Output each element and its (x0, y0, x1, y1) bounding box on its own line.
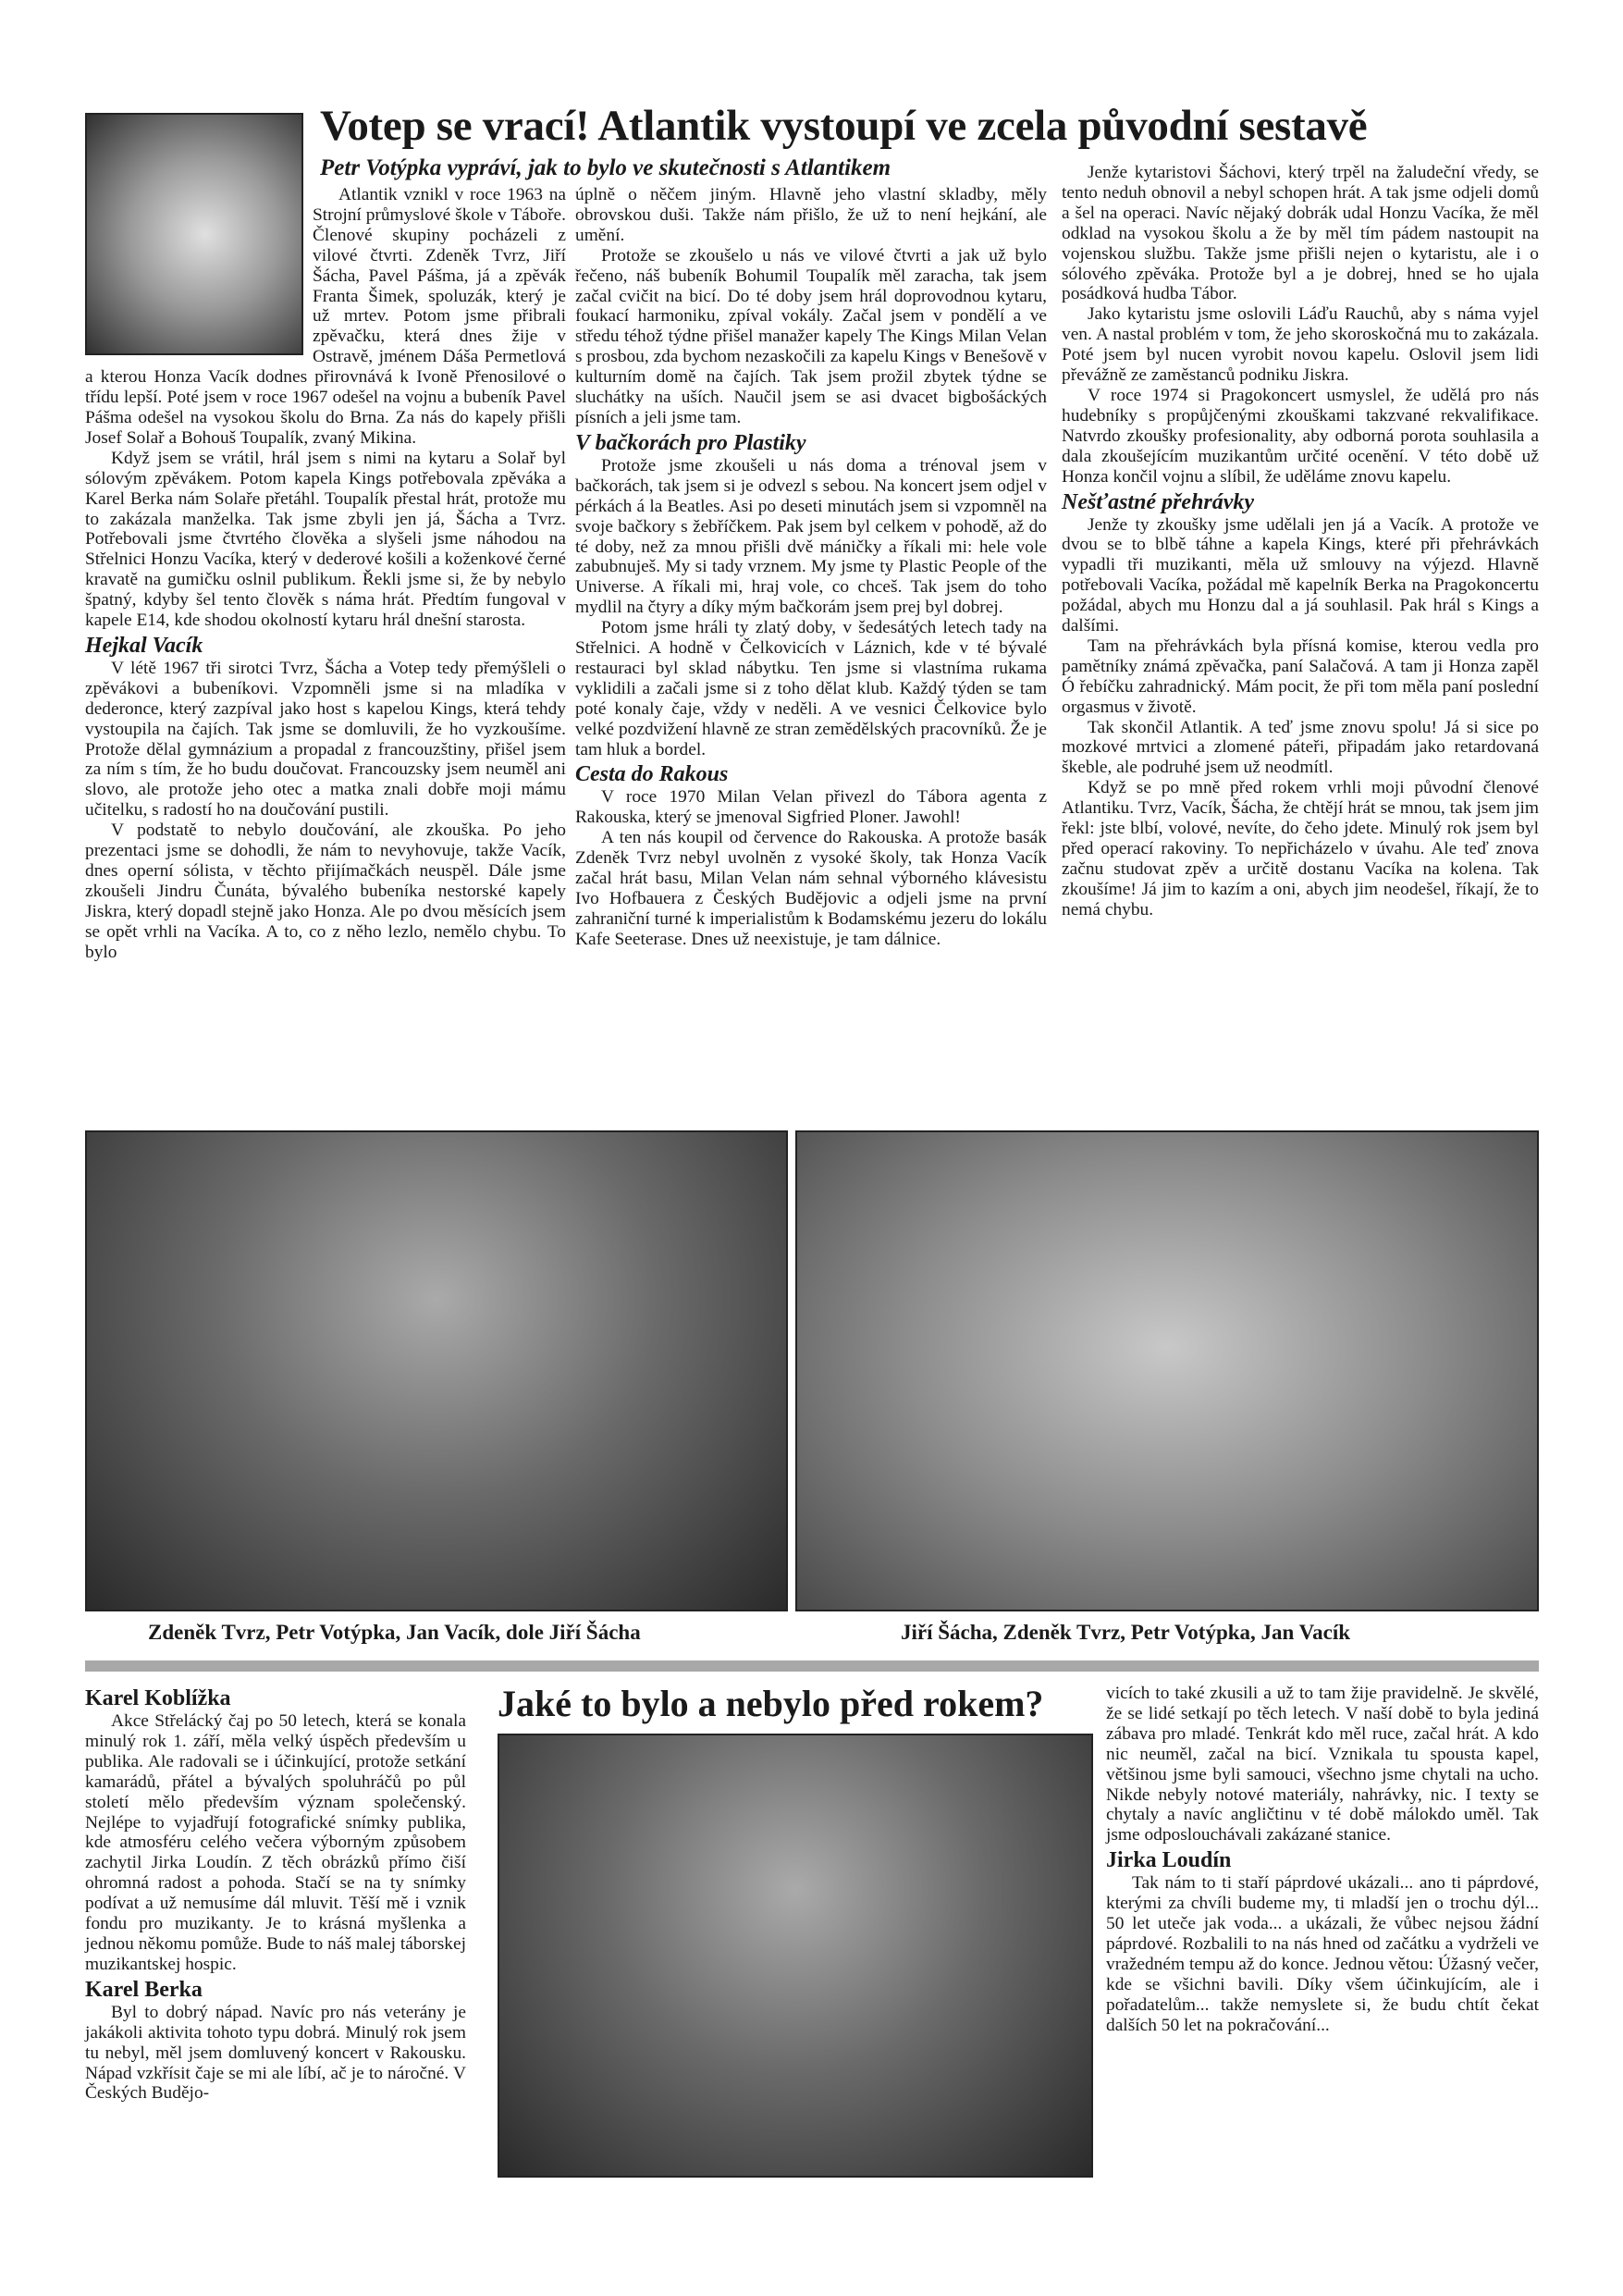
band-reunion-photo (795, 1130, 1539, 1611)
bottom-column-left (85, 1684, 466, 2104)
article-column-2 (575, 185, 1047, 950)
author-name: Karel Berka (85, 1977, 203, 2002)
author-name: Jirka Loudín (1106, 1848, 1232, 1873)
article-headline: Votep se vrací! Atlantik vystoupí ve zcela původní sestavě (320, 102, 1368, 150)
photo-caption-left: Zdeněk Tvrz, Petr Votýpka, Jan Vacík, dole Jiří Šácha (148, 1621, 641, 1644)
section-divider (85, 1660, 1539, 1672)
paragraph: Atlantik vznikl v roce 1963 na Strojní průmyslové škole v Táboře. Členové skupiny pocházeli z vilové čtvrti. Zdeněk Tvrz, Jiří Šácha, Pavel Pášma, já a zpěvák Franta Šimek, spoluzák, který je už mrtev. Potom jsme přibrali zpěvačku, která dnes žije v Ostravě, jménem Dáša Permetlová a kterou Honza Vacík dodnes přirovnává k Ivoně Přenosilové o třídu lepší. Poté jsem v roce 1967 odešel na vojnu a bubeník Pavel Pášma odešel na vysokou školu do Brna. Za nás do kapely přišli Josef Solař a Bohouš Toupalík, zvaný Mikina. (85, 185, 566, 448)
paragraph: vicích to také zkusili a už to tam žije pravidelně. Je skvělé, že se lidé setkají po těch letech. V naší době to byla jediná zábava pro mladé. Tenkrát kdo měl ruce, začal hrát. A kdo nic neuměl, začal na bicí. Vznikala tu spousta kapel, většinou jsme byli samouci, všechno jsme chytali na ucho. Nikde nebyly notové materiály, nahrávky, nic. I texty se chytaly a navíc angličtinu v té době málokdo uměl. Tak jsme odposlouchávali zakázané stanice. (1106, 1684, 1539, 1845)
paragraph: Tak skončil Atlantik. A teď jsme znovu spolu! Já si sice po mozkové mrtvici a zlomené páteři, připadám jako retardovaná škeble, ale podruhé jsem už neodmítl. (1062, 717, 1539, 778)
paragraph: A ten nás koupil od července do Rakouska. A protože basák Zdeněk Tvrz nebyl uvolněn z vysoké školy, tak Honza Vacík začal hrát basu, Milan Velan nám sehnal výborného klávesistu Ivo Hofbauera z Českých Budějovic a odjeli jsme na první zahraniční turné k imperialistům k Bodamskému jezeru do lokálu Kafe Seeterase. Dnes už neexistuje, je tam dálnice. (575, 828, 1047, 949)
portrait-float-spacer (85, 185, 313, 361)
paragraph: V roce 1974 si Pragokoncert usmyslel, že udělá pro nás hudebníky s propůjčenými zkouškami takzvané rekvalifikace. Natvrdo zkoušky profesionality, aby odborná porota souhlasila a dala zkoušejícím muzikantům určité ocenění. V této době už Honza končil vojnu a slíbil, že uděláme znovu kapelu. (1062, 385, 1539, 487)
paragraph: Protože se zkoušelo u nás ve vilové čtvrti a jak už bylo řečeno, náš bubeník Bohumil Toupalík měl zaracha, tak jsem začal cvičit na bicí. Do té doby jsem hrál doprovodnou kytaru, foukací harmoniku, zpíval vokály. Začal jsem v pondělí a ve středu téhož týdne přišel manažer kapely The Kings Milan Velan s prosbou, zda bychom nezaskočili za kapelu Kings v Benešově v kulturním domě na čajích. Tak jsem prožil zbytek týdne se sluchátky na uších. Naučil jsem se asi dvacet bigbošáckých písních a jeli jsme tam. (575, 245, 1047, 427)
section-heading: Nešťastné přehrávky (1062, 489, 1255, 514)
section-heading: V bačkorách pro Plastiky (575, 430, 806, 455)
paragraph: Když se po mně před rokem vrhli moji původní členové Atlantiku. Tvrz, Vacík, Šácha, že chtějí hrát se mnou, tak jsem jim řekl: jste blbí, volové, nevíte, do čeho jdete. Minulý rok jsem byl před operací rakoviny. To nepřicházelo v úvahu. Ale teď znova začnu studovat zpěv a určitě dostanu Vacíka na kolena. Tak zkoušíme! Já jim to kazím a oni, abych jim neodešel, říkají, že to nemá chybu. (1062, 778, 1539, 920)
paragraph: Jako kytaristu jsme oslovili Láďu Rauchů, aby s náma vyjel ven. A nastal problém v tom, že jeho skoroskočná mu to zakázala. Poté jsem byl nucen vyrobit novou kapelu. Oslovil jsem lidi převážně ze zaměstanců podniku Jiskra. (1062, 304, 1539, 386)
bottom-headline: Jaké to bylo a nebylo před rokem? (498, 1683, 1044, 1724)
band-group-photo (85, 1130, 788, 1611)
paragraph: Jenže kytaristovi Šáchovi, který trpěl na žaludeční vředy, se tento neduh obnovil a nebyl schopen hrát. A tak jsme odjeli domů a šel na operaci. Navíc nějaký dobrák udal Honzu Vacíka, že měl odklad na vysokou školu a že by měl tím pádem nastoupit na vojenskou službu. Takže jsme přišli nejen o kytaristu, ale i o sólového zpěváka. Protože byl a je dobrej, hned se ho ujala posádková hudba Tábor. (1062, 163, 1539, 304)
article-column-3 (1062, 163, 1539, 920)
article-subhead: Petr Votýpka vypráví, jak to bylo ve skutečnosti s Atlantikem (320, 155, 891, 180)
paragraph: úplně o něčem jiným. Hlavně jeho vlastní skladby, měly obrovskou duši. Takže nám přišlo, že už to není hejkání, ale umění. (575, 185, 1047, 245)
section-heading: Hejkal Vacík (85, 633, 203, 658)
bottom-column-right (1106, 1684, 1539, 2036)
paragraph: Tam na přehrávkách byla přísná komise, kterou vedla pro pamětníky známá zpěvačka, paní Salačová. A tam ji Honza zapěl Ó řebíčku zahradnický. Mám pocit, že při tom měla paní poslední orgasmus v životě. (1062, 636, 1539, 717)
paragraph: Jenže ty zkoušky jsme udělali jen já a Vacík. A protože ve dvou se to blbě táhne a kapela Kings, které při přehrávkách vypadli tři muzikanti, měla už smlouvy na výjezd. Hlavně potřebovali Vacíka, požádal mě kapelník Berka na Pragokoncertu požádal, abych mu Honzu dal a já souhlasil. Pak hrál s Kings a dalšími. (1062, 514, 1539, 636)
paragraph: V podstatě to nebylo doučování, ale zkouška. Po jeho prezentaci jsme se dohodli, že nám to nevyhovuje, takže Vacík, dnes operní sólista, v těchto přijímačkách neuspěl. Dále jsme zkoušeli Jindru Čunáta, bývalého bubeníka nestorské kapely Jiskra, který dopadl stejně jako Honza. Ale po dvou měsících jsem se opět vrhli na Vacíka. A to, co z něho lezlo, nemělo chybu. To bylo (85, 821, 566, 962)
paragraph: Potom jsme hráli ty zlatý doby, v šedesátých letech tady na Střelnici. A hodně v Čelkovicích v Láznich, kde v té bývalé restauraci byl sklad nábytku. Ten jsme si vlastníma rukama vyklidili a začali jsme si z toho dělat klub. Každý týden se tam poté konaly čaje, vždy v neděli. A ve vesnici Čelkovice bylo velké pozdvižení hlavně ze stran zemědělských pracovníků. Že je tam hluk a bordel. (575, 618, 1047, 759)
paragraph: Tak nám to ti staří páprdové ukázali... ano ti páprdové, kterými za chvíli budeme my, ti mladší jen o trochu dýl... 50 let uteče jak voda... a ukázali, že vůbec nejsou žádní páprdové. Rozbalili to na nás hned od začátku a vydrželi ve vražedném tempu až do konce. Jednou větou: Úžasný večer, kde se všichni bavili. Díky všem účinkujícím, ale i pořadatelům... takže nemyslete si, že budu chtít čekat dalších 50 let na pokračování... (1106, 1873, 1539, 2035)
photo-caption-right: Jiří Šácha, Zdeněk Tvrz, Petr Votýpka, Jan Vacík (901, 1621, 1351, 1644)
paragraph: Akce Střelácký čaj po 50 letech, která se konala minulý rok 1. září, měla velký úspěch především u publika. Ale radovali se i účinkující, protože setkání kamarádů, přátel a bývalých spoluhráčů po půl století mělo především význam společenský. Nejlépe to vyjadřují fotografické snímky publika, kde atmosféru celého večera výborným způsobem zachytil Jirka Loudín. Z těch obrázků přímo čiší ohromná radost a pohoda. Stačí se na ty snímky podívat a už nemusíme dál mluvit. Těší mě i vznik fondu pro muzikanty. Je to krásná myšlenka a jednou někomu pomůže. Bude to náš malej táborskej muzikantskej hospic. (85, 1711, 466, 1974)
paragraph: Když jsem se vrátil, hrál jsem s nimi na kytaru a Solař byl sólovým zpěvákem. Potom kapela Kings potřebovala zpěváka a Karel Berka nám Solaře přetáhl. Toupalík přestal hrát, protože mu to zakázala manželka. Tak jsme zbyli jen já, Šácha a Tvrz. Potřebovali jsme čtvrtého člověka a slyšeli jsme náhodou na Střelnici Honzu Vacíka, který v dederové košili a koženkové černé kravatě na gumičku oslnil publikum. Řekli jsme si, že by nebylo špatný, kdyby šel tento člověk s náma hrát. Předtím fungoval v kapele E14, kde shodou okolností kytaru hrál dnešní starosta. (85, 448, 566, 631)
paragraph: V létě 1967 tři sirotci Tvrz, Šácha a Votep tedy přemýšleli o zpěvákovi a bubeníkovi. Vzpomněli jsme si na mladíka v dederonce, který zazpíval jako host s kapelou Kings, která tehdy vystoupila na čajích. Tak jsme se domluvili, že ho vyzkoušíme. Protože dělal gymnázium a propadal z francouzštiny, přišel jsem za ním s tím, že ho budu doučovat. Francouzsky jsem neuměl ani slovo, ale protože jeho otec a matka znali dobře moji mámu učitelku, s radostí ho na doučování pustili. (85, 658, 566, 821)
section-heading: Cesta do Rakous (575, 762, 729, 787)
author-name: Karel Koblížka (85, 1686, 231, 1710)
article-column-1 (85, 185, 566, 963)
paragraph: Protože jsme zkoušeli u nás doma a trénoval jsem v bačkorách, tak jsem si je odvezl s sebou. Na koncert jsem odjel v pérkách á la Beatles. Asi po deseti minutách jsem si vzpomněl na svoje bačkory s žebříčkem. Pak jsem byl celkem v pohodě, až do té doby, než za mnou přišli dvě máničky a říkali mi: hele vole zabubnuješ. My si tady vrznem. My jsme ty Plastic People of the Universe. A říkali mi, hraj vole, co chceš. Tak jsem do toho mydlil na čtyry a díky mým bačkorám jsem prej byl dobrej. (575, 455, 1047, 618)
paragraph: V roce 1970 Milan Velan přivezl do Tábora agenta z Rakouska, který se jmenoval Sigfried Ploner. Jawohl! (575, 787, 1047, 828)
crowd-photo (498, 1734, 1093, 2178)
paragraph: Byl to dobrý nápad. Navíc pro nás veterány je jakákoli aktivita tohoto typu dobrá. Minulý rok jsem tu nebyl, měl jsem domluvený koncert v Rakousku. Nápad vzkřísit čaje se mi ale líbí, ač je to náročné. V Českých Budějo- (85, 2002, 466, 2104)
